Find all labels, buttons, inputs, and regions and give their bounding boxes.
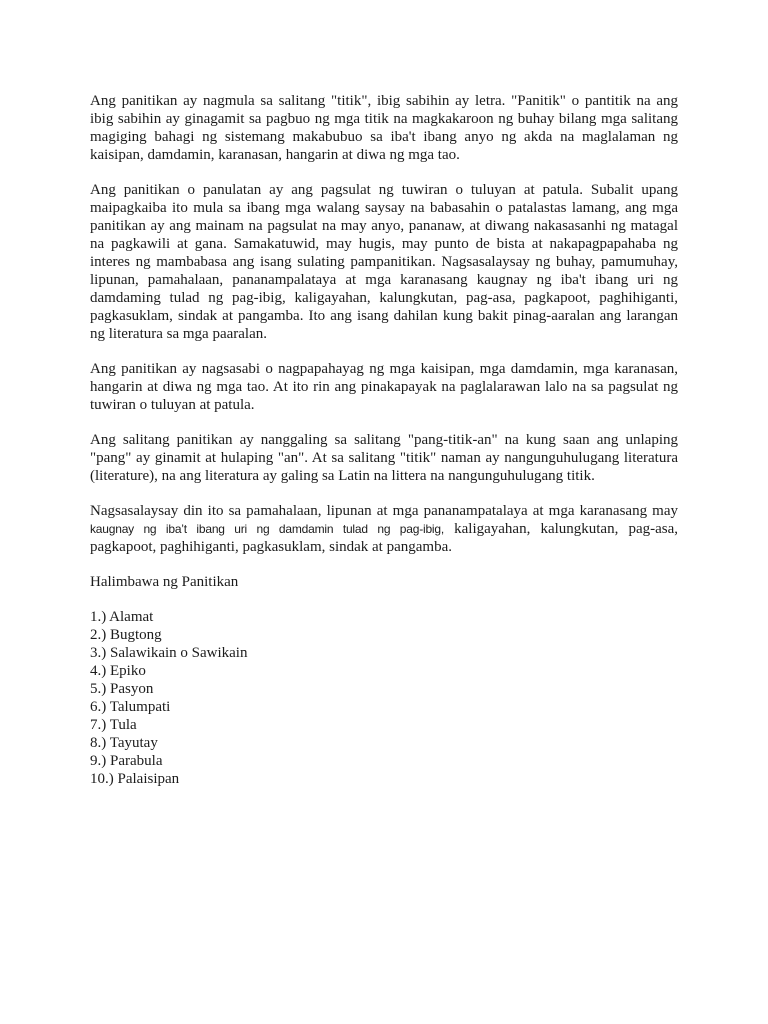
list-item: 7.) Tula [90, 717, 137, 733]
paragraph-line: maipagkaiba ito mula sa ibang mga walang saysay na babasahin o patalastas lamang, ang mga [90, 200, 678, 216]
serif-text: kaligayahan, kalungkutan, pag-asa, [444, 521, 679, 537]
paragraph-line: ibig sabihin ay ginagamit sa pagbuo ng mga titik na magkakaroon ng buhay bilang mga salitang [90, 111, 678, 127]
paragraph-line-mixed-font [90, 520, 678, 538]
paragraph-line: magiging bahagi ng sistemang makabubuo sa iba't ibang anyo ng akda na maglalaman ng [90, 129, 678, 145]
examples-heading: Halimbawa ng Panitikan [90, 574, 239, 590]
paragraph-4 [90, 431, 678, 485]
paragraph-line: Ang salitang panitikan ay nanggaling sa salitang "pang-titik-an" na kung saan ang unlaping [90, 432, 678, 448]
paragraph-line: kaisipan, damdamin, karanasan, hangarin at diwa ng mga tao. [90, 147, 460, 163]
list-item: 8.) Tayutay [90, 735, 158, 751]
paragraph-line: Ang panitikan o panulatan ay ang pagsulat ng tuwiran o tuluyan at patula. Subalit upang [90, 182, 678, 198]
list-item: 9.) Parabula [90, 753, 163, 769]
paragraph-line: hangarin at diwa ng mga tao. At ito rin ang pinakapayak na paglalarawan lalo na sa pagsulat ng [90, 379, 678, 395]
paragraph-line: tuwiran o tuluyan at patula. [90, 397, 255, 413]
paragraph-line: "pang" ay ginamit at hulaping "an". At sa salitang "titik" naman ay nangunguhulugang literatura [90, 450, 678, 466]
paragraph-line: na pagkawili at gana. Samakatuwid, may hugis, may punto de bista at nakapagpapahaba ng [90, 236, 678, 252]
paragraph-line: (literature), na ang literatura ay galing sa Latin na littera na nangunguhulugang titik. [90, 468, 595, 484]
list-item: 4.) Epiko [90, 663, 146, 679]
paragraph-line: Ang panitikan ay nagsasabi o nagpapahayag ng mga kaisipan, mga damdamin, mga karanasan, [90, 361, 678, 377]
list-item: 1.) Alamat [90, 609, 154, 625]
paragraph-line: ng literatura sa mga paaralan. [90, 326, 267, 342]
paragraph-line: damdaming tulad ng pag-ibig, kaligayahan, kalungkutan, pag-asa, pagkapoot, paghihiganti, [90, 290, 678, 306]
list-item: 10.) Palaisipan [90, 771, 180, 787]
paragraph-1 [90, 92, 678, 164]
list-item: 6.) Talumpati [90, 699, 171, 715]
paragraph-5 [90, 502, 678, 556]
list-item: 3.) Salawikain o Sawikain [90, 645, 248, 661]
paragraph-line: pagkapoot, paghihiganti, pagkasuklam, sindak at pangamba. [90, 539, 452, 555]
paragraph-line: Nagsasalaysay din ito sa pamahalaan, lipunan at mga pananampatalaya at mga karanasang may [90, 503, 678, 519]
list-item: 5.) Pasyon [90, 681, 154, 697]
paragraph-3 [90, 360, 678, 414]
list-item: 2.) Bugtong [90, 627, 162, 643]
alt-font-text: kaugnay ng iba’t ibang uri ng damdamin tulad ng pag-ibig, [90, 522, 445, 536]
paragraph-line: panitikan ay ang mainam na pagsulat na may anyo, pananaw, at diwang nakasasanhi ng matagal [90, 218, 678, 234]
examples-list [90, 608, 678, 788]
paragraph-line: lipunan, pamahalaan, pananampalataya at mga karanasang kaugnay ng iba't ibang uri ng [90, 272, 678, 288]
paragraph-line: pagkasuklam, sindak at pangamba. Ito ang isang dahilan kung bakit pinag-aaralan ang larangan [90, 308, 678, 324]
paragraph-line: Ang panitikan ay nagmula sa salitang "titik", ibig sabihin ay letra. "Panitik" o pantitik na ang [90, 93, 678, 109]
paragraph-line: interes ng mambabasa ang isang sulating pampanitikan. Nagsasalaysay ng buhay, pamumuhay, [90, 254, 678, 270]
document-page [90, 92, 678, 788]
paragraph-2 [90, 181, 678, 343]
